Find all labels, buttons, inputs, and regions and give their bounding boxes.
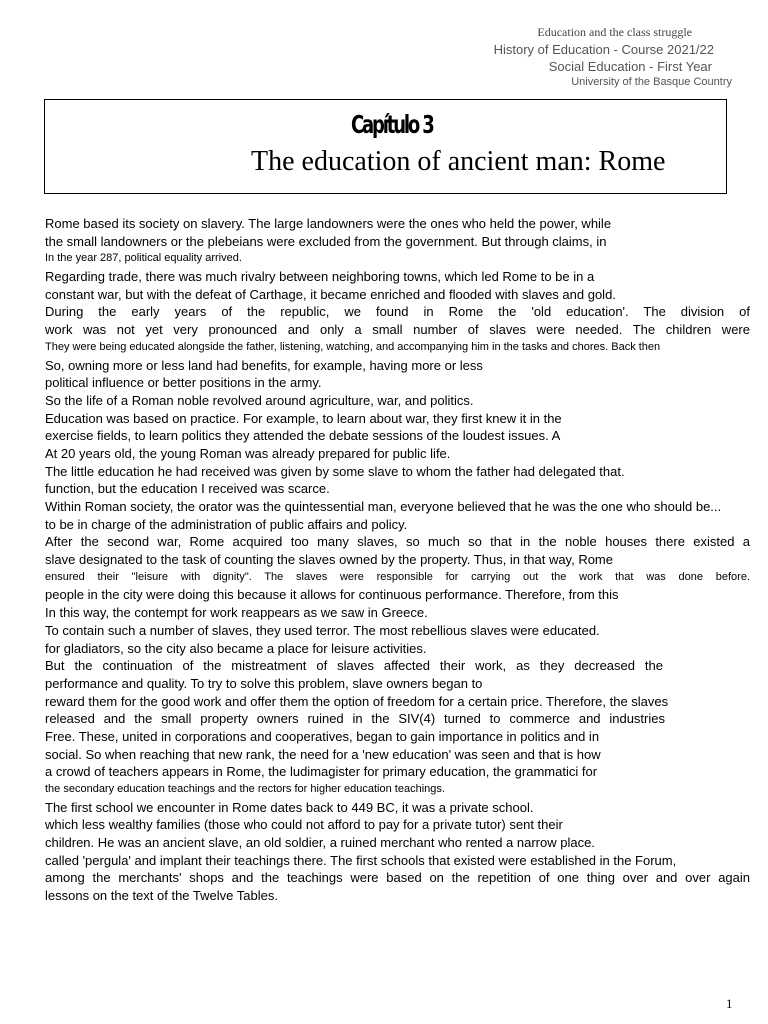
body-line: Rome based its society on slavery. The large landowners were the ones who held the power, while (45, 216, 612, 231)
body-line: The first school we encounter in Rome dates back to 449 BC, it was a private school. (45, 799, 534, 815)
body-line: So the life of a Roman noble revolved around agriculture, war, and politics. (45, 392, 474, 408)
running-header (332, 26, 732, 91)
body-line: But the continuation of the mistreatment of slaves affected their work, as they decreased the (45, 658, 663, 674)
body-line: children. He was an ancient slave, an old soldier, a ruined merchant who rented a narrow place. (45, 835, 595, 851)
body-line: To contain such a number of slaves, they used terror. The most rebellious slaves were educated. (45, 622, 600, 638)
body-line: So, owning more or less land had benefits, for example, having more or less (45, 357, 483, 373)
chapter-title-box (44, 99, 727, 194)
header-course-name: History of Education - Course 2021/22 (493, 42, 714, 57)
body-line: Within Roman society, the orator was the quintessential man, everyone believed that he was the one who should be... (45, 499, 722, 514)
body-line: the secondary education teachings and the rectors for higher education teachings. (45, 783, 445, 795)
body-line: performance and quality. To try to solve this problem, slave owners began to (45, 675, 483, 691)
body-line: the small landowners or the plebeians were excluded from the government. But through claims, in (45, 233, 607, 249)
header-program: Social Education - First Year (548, 59, 712, 74)
body-line: work was not yet very pronounced and only a small number of slaves were needed. The children were (45, 322, 750, 338)
body-line: After the second war, Rome acquired too many slaves, so much so that in the noble houses there existed a (45, 534, 750, 550)
body-line: released and the small property owners ruined in the SIV(4) turned to commerce and industries (45, 711, 665, 727)
body-line: constant war, but with the defeat of Carthage, it became enriched and flooded with slaves and gold. (45, 286, 616, 302)
body-line: reward them for the good work and offer them the option of freedom for a certain price. Therefore, the slaves (45, 693, 669, 709)
body-line: They were being educated alongside the father, listening, watching, and accompanying him in the tasks and chores. Back then (45, 340, 661, 353)
body-line: a crowd of teachers appears in Rome, the ludimagister for primary education, the grammatici for (45, 764, 598, 780)
body-line: exercise fields, to learn politics they attended the debate sessions of the loudest issues. A (45, 428, 561, 444)
body-line: At 20 years old, the young Roman was already prepared for public life. (45, 445, 451, 461)
body-text (45, 215, 750, 905)
body-line: During the early years of the republic, we found in Rome the 'old education'. The division of (45, 304, 750, 320)
body-line: which less wealthy families (those who could not afford to pay for a private tutor) sent their (45, 817, 563, 833)
body-line: In this way, the contempt for work reappears as we saw in Greece. (45, 605, 428, 621)
body-line: function, but the education I received was scarce. (45, 481, 330, 497)
page-number: 1 (726, 996, 733, 1011)
body-line: to be in charge of the administration of public affairs and policy. (45, 516, 408, 532)
body-line: lessons on the text of the Twelve Tables. (45, 888, 278, 904)
body-line: The little education he had received was given by some slave to whom the father had delegated that. (45, 463, 625, 479)
body-line: people in the city were doing this because it allows for continuous performance. Therefore, from this (45, 587, 619, 603)
body-line: among the merchants' shops and the teachings were based on the repetition of one thing over and over again (45, 870, 750, 886)
body-line: political influence or better positions in the army. (45, 375, 322, 391)
body-line: In the year 287, political equality arrived. (45, 252, 242, 265)
body-line: Regarding trade, there was much rivalry between neighboring towns, which led Rome to be in a (45, 269, 595, 285)
body-line: Education was based on practice. For example, to learn about war, they first knew it in the (45, 410, 562, 426)
body-line: ensured their "leisure with dignity". The slaves were responsible for carrying out the work that was done before. (45, 570, 750, 583)
body-line: social. So when reaching that new rank, the need for a 'new education' was seen and that is how (45, 746, 601, 762)
body-line: slave designated to the task of counting the slaves owned by the property. Thus, in that way, Rome (45, 552, 613, 568)
chapter-title: The education of ancient man: Rome (251, 146, 666, 177)
body-line: called 'pergula' and implant their teachings there. The first schools that existed were established in the Forum, (45, 852, 677, 868)
body-line: Free. These, united in corporations and cooperatives, began to gain importance in politics and in (45, 728, 600, 744)
chapter-label: Capítulo 3 (351, 110, 433, 139)
body-line: for gladiators, so the city also became a place for leisure activities. (45, 640, 427, 656)
header-university: University of the Basque Country (571, 76, 732, 88)
header-course-topic: Education and the class struggle (537, 25, 692, 39)
